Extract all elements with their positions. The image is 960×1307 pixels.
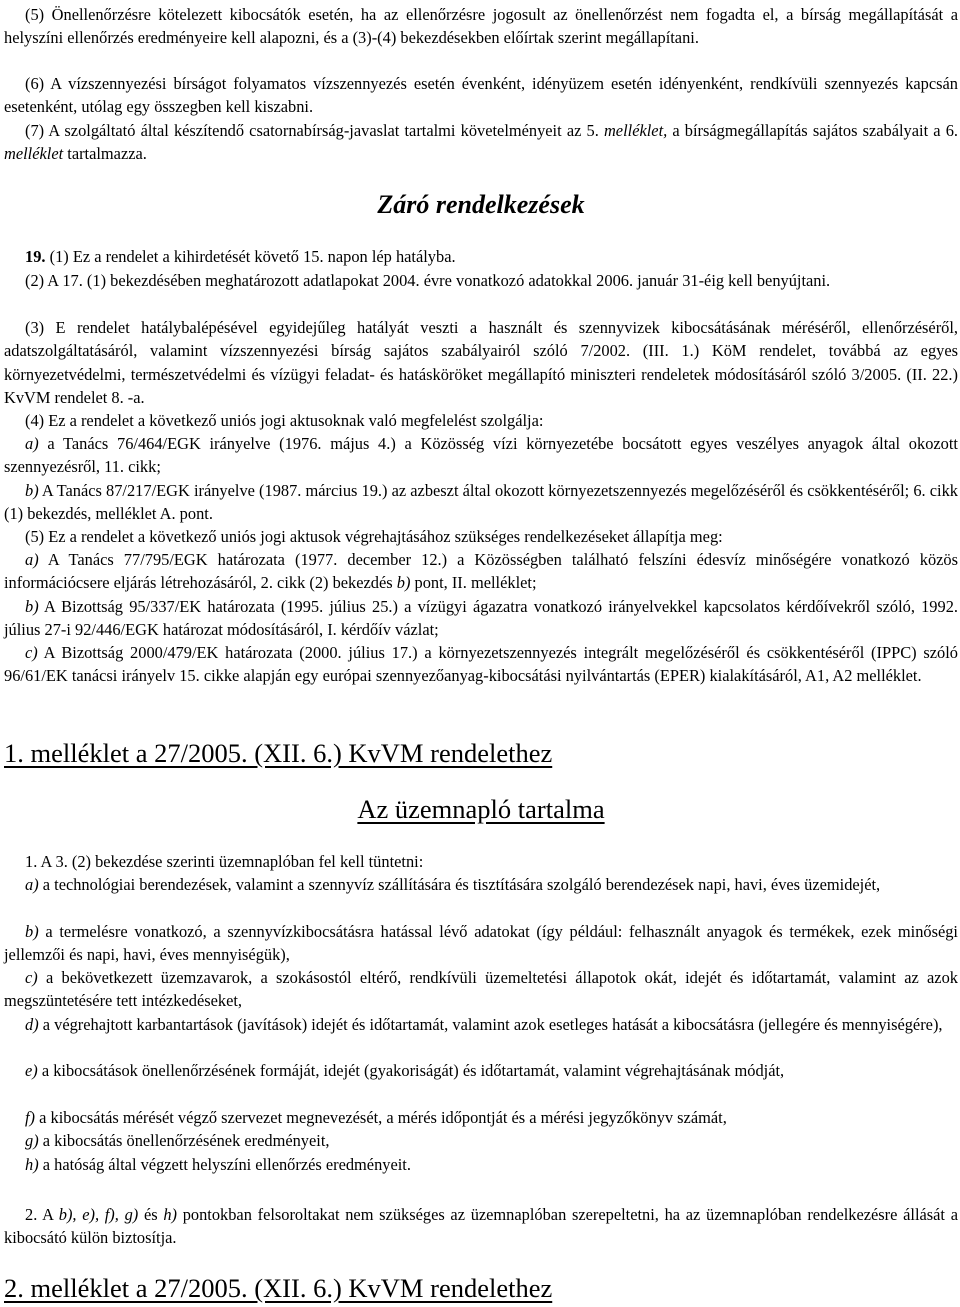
paragraph-6: (6) A vízszennyezési bírságot folyamatos vízszennyezés esetén évenként, idényüzem esetén idényenként, rendkívüli szennyezés kapcsán esetenként, utólag egy összegben kell kiszabni. [4, 74, 958, 117]
section-19-para-4a [4, 432, 958, 479]
item-inline-mark: b) [396, 573, 411, 593]
annex-1-item-d [4, 1013, 958, 1036]
item-text: pontokban felsoroltakat nem szükséges az üzemnaplóban szerepeltetni, ha az üzemnaplóban rendelkezésre állását a kibocsátó külön biztosítja. [4, 1205, 958, 1248]
item-mark-h: h) [163, 1205, 177, 1224]
annex-1-item-f [4, 1106, 958, 1129]
section-19-para-5b [4, 595, 958, 642]
section-19-number: 19. [25, 247, 46, 266]
item-mark: a) [25, 550, 39, 569]
item-mark: b) [25, 597, 39, 616]
item-mark: c) [25, 643, 38, 662]
item-text: a technológiai berendezések, valamint a szennyvíz szállítására és tisztítására szolgáló berendezések napi, havi, éves üzemidejét, [42, 875, 881, 894]
annex-1-item-c [4, 966, 958, 1013]
item-mark: e) [25, 1061, 38, 1080]
closing-provisions-heading: Záró rendelkezések [377, 190, 585, 219]
item-mark: a) [25, 434, 39, 453]
item-text: a termelésre vonatkozó, a szennyvízkibocsátásra hatással lévő adatokat (így például: felhasznált anyagok és termékek, ezek minőségi jellemzői és napi, havi, éves mennyiségük), [4, 922, 958, 965]
item-mark: h) [25, 1155, 39, 1174]
item-text: A Bizottság 2000/479/EK határozata (2000. július 17.) a környezetszennyezés integrált megelőzéséről és csökkentéséről (IPPC) szóló 96/61/EK tanácsi irányelv 15. cikke alapján egy európai szennyezőanyag-kibocsátási nyilvántartás (EPER) kialakításáról, A1, A2 melléklet. [4, 643, 958, 686]
p7-text-a: (7) A szolgáltató által készítendő csatornabírság-javaslat tartalmi követelményeit az 5. [25, 121, 599, 140]
p7-ref-annex6: melléklet [4, 144, 64, 164]
annex-1-item-2 [4, 1203, 958, 1250]
item-text: a hatóság által végzett helyszíni ellenőrzés eredményeit. [42, 1155, 411, 1174]
annex-1-item-h [4, 1153, 958, 1176]
section-19-para-5c [4, 641, 958, 688]
paragraph-7 [4, 119, 958, 166]
p7-ref-annex5: melléklet, [603, 121, 668, 140]
annex-2-title: 2. melléklet a 27/2005. (XII. 6.) KvVM rendelethez [4, 1273, 553, 1303]
item-mark: g) [25, 1131, 39, 1150]
annex-1-subtitle: Az üzemnapló tartalma [357, 794, 605, 824]
item-text: a kibocsátások önellenőrzésének formáját, idejét (gyakoriságát) és időtartamát, valamint végrehajtásának módját, [41, 1061, 785, 1080]
section-19-para-1 [4, 245, 958, 268]
item-text-tail: pont, II. melléklet; [414, 573, 537, 593]
paragraph-5: (5) Önellenőrzésre kötelezett kibocsátók esetén, ha az ellenőrzésre jogosult az önellenőrzést nem fogadta el, a bírság megállapítását a helyszíni ellenőrzés eredményeire kell alapozni, és a (3)-(4) bekezdésekben előírtak szerint megállapítani. [4, 5, 958, 48]
item-text-lead: 2. A [25, 1205, 54, 1224]
section-19-para-4b [4, 479, 958, 526]
annex-1-item-e [4, 1059, 958, 1082]
item-mark: b) [25, 922, 39, 941]
item-mark: b) [25, 481, 39, 500]
item-text: a Tanács 76/464/EGK irányelve (1976. május 4.) a Közösség vízi környezetébe bocsátott egyes veszélyes anyagok által okozott szennyezésről, 11. cikk; [4, 434, 958, 477]
item-text: A Bizottság 95/337/EK határozata (1995. július 25.) a vízügyi ágazatra vonatkozó irányelvekkel kapcsolatos kérdőívekről szóló, 1992. július 27-i 92/446/EGK határozat módosításáról, I. kérdőív vázlat; [4, 597, 958, 640]
item-text: a kibocsátás mérését végző szervezet megnevezését, a mérés időpontját és a mérési jegyzőkönyv számát, [39, 1108, 727, 1127]
annex-1-item-1: 1. A 3. (2) bekezdése szerinti üzemnaplóban fel kell tüntetni: [25, 852, 424, 871]
item-text: A Tanács 87/217/EGK irányelve (1987. március 19.) az azbeszt által okozott környezetszennyezés megelőzéséről és csökkentéséről; 6. cikk (1) bekezdés, melléklet A. pont. [4, 481, 958, 524]
annex-1-item-b [4, 920, 958, 967]
annex-1-title: 1. melléklet a 27/2005. (XII. 6.) KvVM rendelethez [4, 738, 553, 768]
section-19-p1-text: (1) Ez a rendelet a kihirdetését követő 15. napon lép hatályba. [49, 247, 456, 266]
item-text: A Tanács 77/795/EGK határozata (1977. december 12.) a Közösségben található felszíni édesvíz minőségére vonatkozó közös információcsere eljárás létrehozásáról, 2. cikk (2) bekezdés [4, 550, 958, 593]
p7-text-c: a bírságmegállapítás sajátos szabályait a 6. [672, 121, 958, 140]
item-marks: b), e), f), g) [58, 1205, 139, 1224]
section-19-para-5: (5) Ez a rendelet a következő uniós jogi aktusok végrehajtásához szükséges rendelkezéseket állapítja meg: [25, 527, 723, 546]
p7-text-e: tartalmazza. [67, 144, 147, 164]
item-conj: és [143, 1205, 158, 1224]
section-19-para-3: (3) E rendelet hatálybalépésével egyidejűleg hatályát veszti a használt és szennyvizek kibocsátásának méréséről, ellenőrzéséről, adatszolgáltatásáról, valamint vízszennyezési bírság sajátos szabályairól szóló 7/2002. (III. 1.) KöM rendelet, továbbá az egyes környezetvédelmi, természetvédelmi és vízügyi feladat- és hatásköröket megállapító miniszteri rendeletek módosításáról szóló 3/2005. (II. 22.) KvVM rendelet 8. -a. [4, 318, 958, 407]
item-text: a kibocsátás önellenőrzésének eredményeit, [42, 1131, 330, 1150]
annex-1-item-g [4, 1129, 958, 1152]
item-mark: f) [25, 1108, 36, 1127]
section-19-para-5a [4, 548, 958, 595]
item-mark: c) [25, 968, 38, 987]
item-text: a végrehajtott karbantartások (javítások) idejét és időtartamát, valamint azok esetleges hatását a kibocsátásra (jellegére és mennyiségére), [42, 1015, 943, 1034]
section-19-para-2: (2) A 17. (1) bekezdésében meghatározott adatlapokat 2004. évre vonatkozó adatokkal 2006. január 31-éig kell benyújtani. [25, 271, 831, 290]
item-mark: d) [25, 1015, 39, 1034]
annex-1-item-a [4, 873, 958, 896]
section-19-para-4: (4) Ez a rendelet a következő uniós jogi aktusoknak való megfelelést szolgálja: [25, 411, 544, 430]
item-text: a bekövetkezett üzemzavarok, a szokásostól eltérő, rendkívüli üzemeltetési állapotok okát, idejét és időtartamát, valamint az azok megszüntetésére tett intézkedéseket, [4, 968, 958, 1011]
item-mark: a) [25, 875, 39, 894]
